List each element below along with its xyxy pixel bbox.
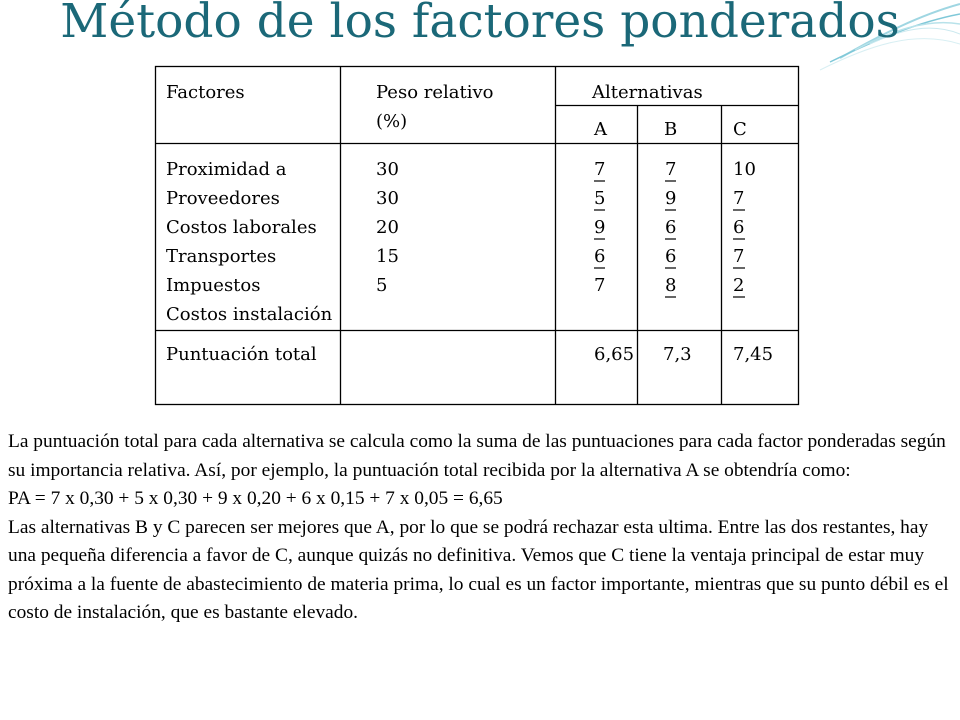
header-alt-b: B (664, 119, 678, 140)
weight-value: 30 (376, 159, 399, 180)
score-b-value: 9 (665, 188, 677, 209)
factor-item: Transportes (166, 246, 277, 267)
weight-value: 15 (376, 246, 399, 267)
score-a-value: 5 (594, 188, 606, 209)
score-c-value: 7 (733, 188, 745, 209)
explanation-conclusion: Las alternativas B y C parecen ser mejores que A, por lo que se podrá rechazar esta ultima. Entre las dos restantes, hay una pequeña diferencia a favor de C, aunque quizás no definitiva. Vemos que C tiene la ventaja principal de estar muy próxima a la fuente de abastecimiento de materia prima, lo cual es un factor importante, mientras que su punto débil es el costo de instalación, que es bastante elevado. (8, 516, 949, 623)
total-c: 7,45 (733, 344, 774, 365)
weight-value: 20 (376, 217, 399, 238)
score-c-value: 7 (733, 246, 745, 267)
factor-item: Costos laborales (166, 217, 317, 238)
explanation-formula: PA = 7 x 0,30 + 5 x 0,30 + 9 x 0,20 + 6 x 0,15 + 7 x 0,05 = 6,65 (8, 488, 503, 509)
score-c-value: 10 (733, 159, 756, 180)
header-alternatives: Alternativas (592, 82, 703, 103)
weight-value: 5 (376, 275, 388, 296)
factor-item: Proveedores (166, 188, 280, 209)
total-b: 7,3 (663, 344, 692, 365)
factor-item: Proximidad a (166, 159, 287, 180)
explanation-intro: La puntuación total para cada alternativa se calcula como la suma de las puntuaciones para cada factor ponderadas según su importancia relativa. Así, por ejemplo, la puntuación total recibida por la alternativa A se obtendría como: (8, 431, 946, 481)
score-c-value: 2 (733, 275, 745, 296)
header-alt-a: A (594, 119, 607, 140)
slide-title: Método de los factores ponderados (60, 0, 900, 49)
score-a-value: 6 (594, 246, 606, 267)
factor-item: Impuestos (166, 275, 261, 296)
score-b-value: 6 (665, 217, 677, 238)
total-label: Puntuación total (166, 344, 317, 365)
header-alt-c: C (733, 119, 747, 140)
header-factors: Factores (166, 82, 245, 103)
explanation-text (8, 428, 953, 628)
weight-value: 30 (376, 188, 399, 209)
score-c-value: 6 (733, 217, 745, 238)
score-b-value: 6 (665, 246, 677, 267)
score-b-value: 8 (665, 275, 677, 296)
scores-c (733, 155, 756, 300)
score-a-value: 7 (594, 275, 606, 296)
scores-b (665, 155, 676, 300)
weight-list (376, 155, 399, 300)
factor-list (166, 155, 332, 329)
score-b-value: 7 (665, 159, 677, 180)
total-a: 6,65 (594, 344, 635, 365)
score-a-value: 7 (594, 159, 606, 180)
factor-item: Costos instalación (166, 304, 333, 325)
header-weight: Peso relativo (%) (376, 82, 494, 132)
scores-a (594, 155, 605, 300)
score-a-value: 9 (594, 217, 606, 238)
